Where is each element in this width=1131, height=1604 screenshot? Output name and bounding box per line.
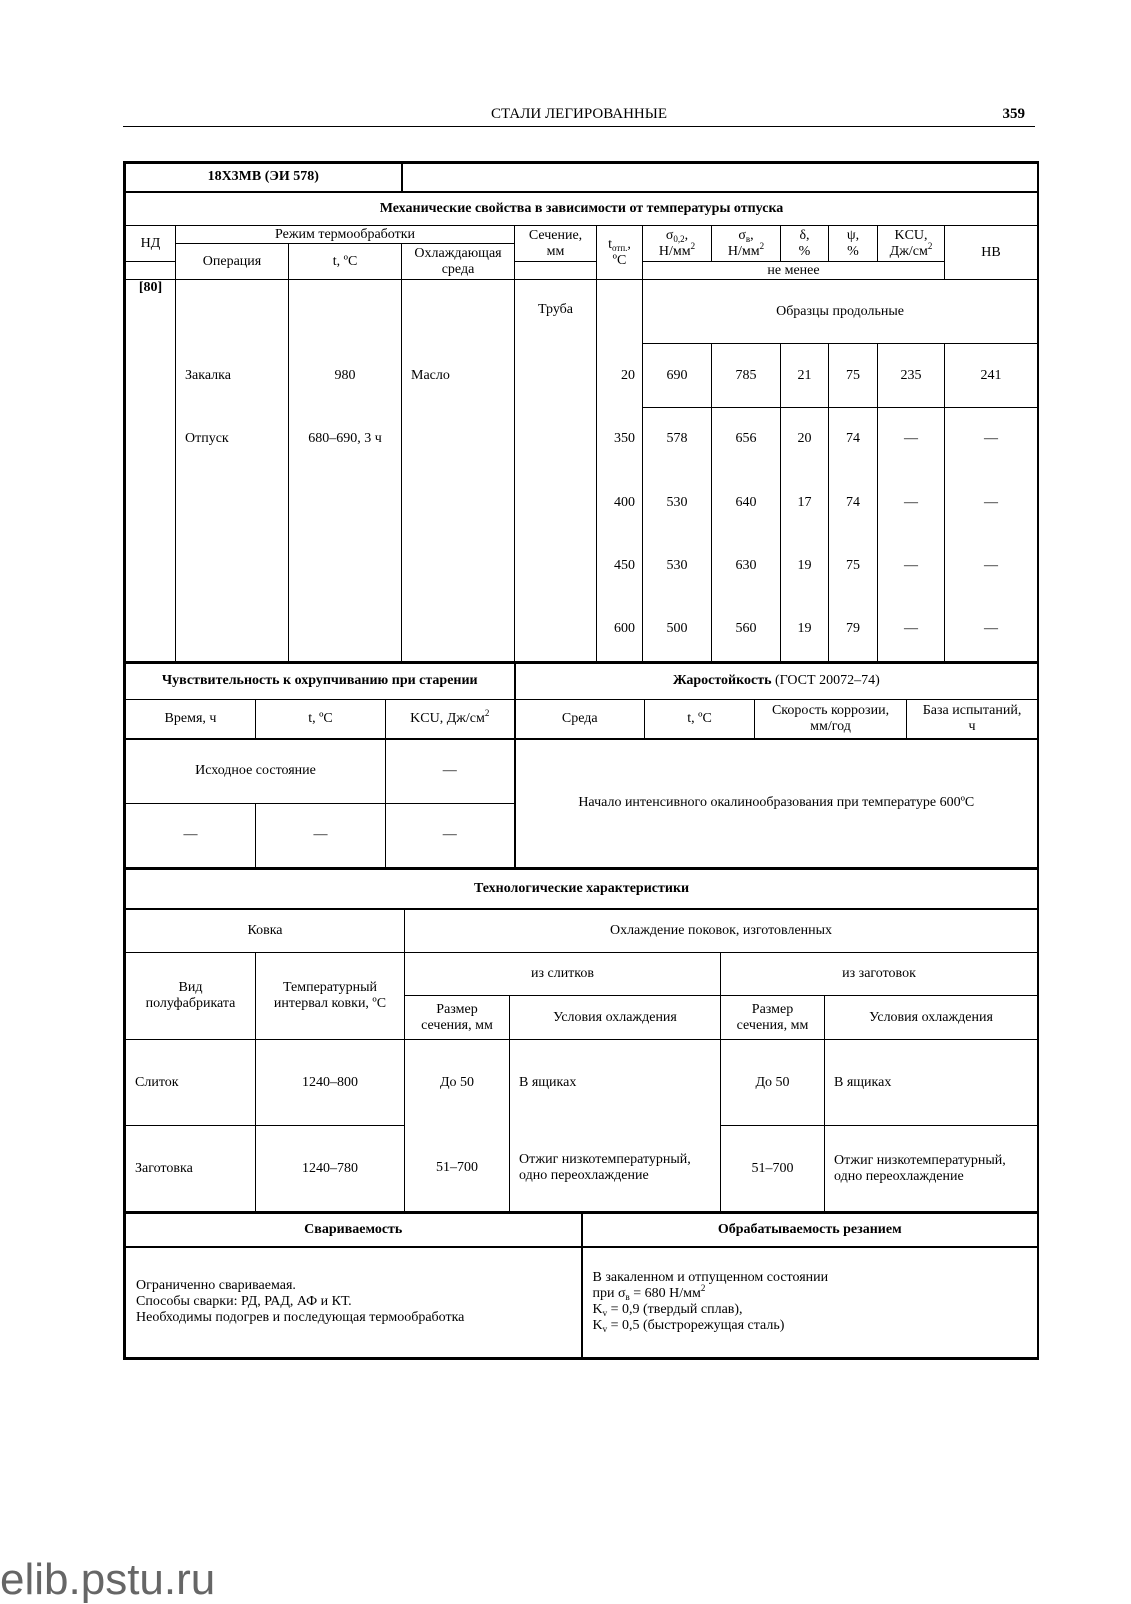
table-row-t: 600 — [597, 598, 643, 662]
aging-initial-value: — — [386, 739, 515, 803]
from-ingots-header: из слитков — [405, 953, 721, 996]
table-row-cond: Отжиг низкотемпературный, одно переохлаждение — [510, 1126, 721, 1212]
table-row-size: 51–700 — [405, 1126, 510, 1212]
table-row-psi: 75 — [829, 535, 878, 598]
table-row-d: 17 — [781, 471, 829, 535]
table-row-s02: 530 — [643, 471, 712, 535]
section-header: Сечение, мм — [515, 226, 597, 262]
table-row-psi: 79 — [829, 598, 878, 662]
t-otp-header: $t_{отп.}$, ºС — [597, 226, 643, 280]
table-row-kcu: — — [878, 408, 945, 471]
table-row-kind: Слиток — [126, 1040, 256, 1126]
table-row-size: До 50 — [721, 1040, 825, 1126]
operation-header: Операция — [176, 244, 289, 280]
page-header — [123, 106, 1035, 127]
table-row-psi: 74 — [829, 471, 878, 535]
weld-text: Ограниченно свариваемая. Способы сварки: РД, РАД, АФ и КТ. Необходимы подогрев и последующая термообработка — [126, 1247, 582, 1357]
psi-header: ψ, % — [829, 226, 878, 262]
aging-t-value: — — [256, 803, 386, 867]
table-row-kcu: — — [878, 471, 945, 535]
table-row-hb: — — [945, 535, 1038, 598]
table-row-kind: Заготовка — [126, 1126, 256, 1212]
table-row-hb: — — [945, 408, 1038, 471]
heat-t-header: t, ºС — [645, 699, 755, 739]
nd-header: НД — [126, 226, 176, 262]
table-row-t: 450 — [597, 535, 643, 598]
table-row-t: 350 — [597, 408, 643, 471]
table-row-sv: 785 — [712, 344, 781, 408]
op-temper: Отпуск — [176, 408, 289, 471]
steel-grade: 18Х3МВ (ЭИ 578) — [126, 164, 402, 192]
weld-title: Свариваемость — [126, 1213, 582, 1247]
regime-header: Режим термообработки — [176, 226, 515, 244]
table-row-t: 400 — [597, 471, 643, 535]
kcu-header: KCU, $Дж/см^2$ — [878, 226, 945, 262]
table-row-kcu: — — [878, 598, 945, 662]
table-row-d: 19 — [781, 535, 829, 598]
table-row-sv: 630 — [712, 535, 781, 598]
table-row-interval: 1240–800 — [256, 1040, 405, 1126]
aging-time-value: — — [126, 803, 256, 867]
mechanical-properties-table — [125, 163, 1038, 662]
heat-title: Жаростойкость (ГОСТ 20072–74) — [515, 663, 1038, 699]
table-row-s02: 530 — [643, 535, 712, 598]
table-row-kcu: — — [878, 535, 945, 598]
table-row-t: 20 — [597, 344, 643, 408]
t-header: t, ºС — [289, 244, 402, 280]
table-row-hb: — — [945, 471, 1038, 535]
section-header-cont — [515, 262, 597, 280]
s02-header: $\sigma_{0,2}$, $Н/мм^2$ — [643, 226, 712, 262]
cooling-medium-header: Охлаждающая среда — [402, 244, 515, 280]
running-title: СТАЛИ ЛЕГИРОВАННЫЕ — [490, 106, 667, 122]
table-row-size: 51–700 — [721, 1126, 825, 1212]
watermark: elib.pstu.ru — [0, 1555, 216, 1604]
op-quench-medium: Масло — [402, 344, 515, 408]
aging-kcu-header: KCU, $Дж/см^2$ — [386, 699, 515, 739]
table-row-hb: — — [945, 598, 1038, 662]
hb-header: НВ — [945, 226, 1038, 280]
op-temper-t: 680–690, 3 ч — [289, 408, 402, 471]
tech-title: Технологические характеристики — [126, 869, 1038, 909]
from-blanks-header: из заготовок — [721, 953, 1038, 996]
nd-header-cont — [126, 262, 176, 280]
op-quench-t: 980 — [289, 344, 402, 408]
table-row-sv: 560 — [712, 598, 781, 662]
aging-kcu-value: — — [386, 803, 515, 867]
heat-rate-header: Скорость коррозии, мм/год — [755, 699, 907, 739]
heat-note: Начало интенсивного окалинообразования при температуре 600ºС — [515, 739, 1038, 867]
weld-machining-table — [125, 1212, 1038, 1358]
aging-t-header: t, ºС — [256, 699, 386, 739]
forging-header: Ковка — [126, 909, 405, 953]
size-header: Размер сечения, мм — [405, 996, 510, 1040]
interval-header: Температурный интервал ковки, ºС — [256, 953, 405, 1040]
samples-label: Образцы продольные — [643, 280, 1038, 344]
heat-medium-header: Среда — [515, 699, 645, 739]
table-row-d: 21 — [781, 344, 829, 408]
aging-time-header: Время, ч — [126, 699, 256, 739]
mech-title: Механические свойства в зависимости от температуры отпуска — [126, 192, 1038, 226]
kind-header: Вид полуфабриката — [126, 953, 256, 1040]
table-row-s02: 578 — [643, 408, 712, 471]
table-row-kcu: 235 — [878, 344, 945, 408]
cooling-header: Охлаждение поковок, изготовленных — [405, 909, 1038, 953]
steel-datasheet — [123, 161, 1039, 1360]
table-row-psi: 74 — [829, 408, 878, 471]
table-row-d: 20 — [781, 408, 829, 471]
table-row-s02: 690 — [643, 344, 712, 408]
machining-text: В закаленном и отпущенном состоянии при $\sigma_в = 680$ $Н/мм^2$ $K_v = 0,9$ (твердый сплав), $K_v = 0,5$ (быстрорежущая сталь) — [582, 1247, 1038, 1357]
table-row-cond: Отжиг низкотемпературный, одно переохлаждение — [825, 1126, 1038, 1212]
table-row-psi: 75 — [829, 344, 878, 408]
table-row-hb: 241 — [945, 344, 1038, 408]
size-header: Размер сечения, мм — [721, 996, 825, 1040]
grade-blank — [402, 164, 1038, 192]
table-row-sv: 656 — [712, 408, 781, 471]
page-number: 359 — [1002, 106, 1025, 122]
table-row-cond: В ящиках — [825, 1040, 1038, 1126]
not-less-label: не менее — [643, 262, 945, 280]
table-row-interval: 1240–780 — [256, 1126, 405, 1212]
machining-title: Обрабатываемость резанием — [582, 1213, 1038, 1247]
heat-base-header: База испытаний, ч — [907, 699, 1038, 739]
aging-heat-table — [125, 662, 1038, 868]
nd-reference: [80] — [126, 280, 176, 344]
cond-header: Условия охлаждения — [510, 996, 721, 1040]
tech-table — [125, 868, 1038, 1213]
cond-header: Условия охлаждения — [825, 996, 1038, 1040]
table-row-d: 19 — [781, 598, 829, 662]
table-row-cond: В ящиках — [510, 1040, 721, 1126]
sv-header: $\sigma_в$, $Н/мм^2$ — [712, 226, 781, 262]
delta-header: δ, % — [781, 226, 829, 262]
table-row-sv: 640 — [712, 471, 781, 535]
product-form: Труба — [515, 280, 597, 344]
table-row-s02: 500 — [643, 598, 712, 662]
aging-title: Чувствительность к охрупчиванию при старении — [126, 663, 515, 699]
aging-initial-state: Исходное состояние — [126, 739, 386, 803]
op-quench: Закалка — [176, 344, 289, 408]
table-row-size: До 50 — [405, 1040, 510, 1126]
